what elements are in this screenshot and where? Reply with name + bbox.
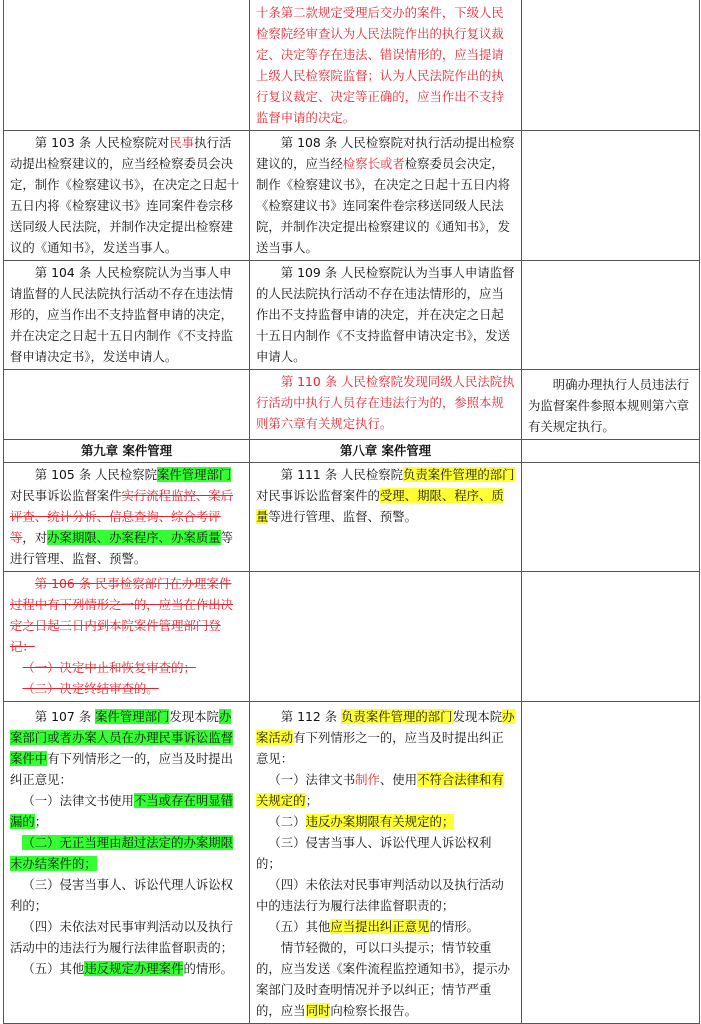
new-rule-cell — [250, 702, 522, 1024]
old-rule-cell — [4, 131, 250, 261]
list-item: （四）未依法对民事审判活动以及执行活动中的违法行为履行法律监督职责的； — [10, 919, 234, 955]
highlighted-text: （二）无正当理由超过法定的办案期限未办结案件的； — [10, 835, 234, 871]
added-text: 制作 — [355, 772, 380, 787]
new-rule-cell — [250, 572, 522, 702]
list-item: （一）法律文书使用不当或存在明显错漏的； — [10, 793, 234, 829]
article-106-deleted: 第 106 条 民事检察部门在办理案件过程中有下列情形之一的，应当在作出决定之日起三日内到本院案件管理部门登记： — [10, 576, 234, 654]
highlighted-text: 违反办案期限有关规定的； — [305, 814, 455, 829]
table-row — [4, 0, 700, 131]
article-104: 第 104 条 人民检察院认为当事人申请监督的人民法院执行活动不存在违法情形的，应当作出不支持监督申请的决定，并在决定之日起十五日内制作《不支持监督申请决定书》，发送申请人。 — [10, 265, 234, 364]
old-rule-cell — [4, 0, 250, 131]
highlighted-text: 案件管理部门 — [157, 467, 232, 482]
highlighted-text: 负责案件管理的部门 — [403, 467, 515, 482]
list-item: （二）决定终结审查的。 — [22, 681, 159, 696]
table-row — [4, 572, 700, 702]
list-item: （五）其他违反规定办理案件的情形。 — [22, 961, 234, 976]
highlighted-text: 案件管理部门 — [95, 709, 170, 724]
highlighted-text: 办案活动 — [256, 709, 515, 745]
article-110: 第 110 条 人民检察院发现同级人民法院执行活动中执行人员存在违法行为的，参照本规则第六章有关规定执行。 — [256, 374, 515, 431]
table-row — [4, 702, 700, 1024]
table-row — [4, 370, 700, 440]
article-112: 第 112 条 负责案件管理的部门发现本院办案活动有下列情形之一的，应当及时提出纠正意见： — [256, 709, 515, 766]
paragraph: 情节轻微的，可以口头提示；情节较重的，应当发送《案件流程监控通知书》，提示办案部门及时查明情况并予以纠正；情节严重的，应当同时向检察长报告。 — [256, 940, 511, 1018]
list-item: （四）未依法对民事审判活动以及执行活动中的违法行为履行法律监督职责的； — [256, 877, 504, 913]
old-rule-cell — [4, 463, 250, 572]
list-item: （五）其他应当提出纠正意见的情形。 — [268, 919, 480, 934]
note-cell — [522, 370, 700, 440]
chapter-row — [4, 440, 700, 463]
article-107: 第 107 条 案件管理部门发现本院办案部门或者办案人员在办理民事诉讼监督案件中有下列情形之一的，应当及时提出纠正意见： — [10, 709, 234, 787]
table-row — [4, 463, 700, 572]
article-103: 第 103 条 人民检察院对民事执行活动提出检察建议的，应当经检察委员会决定，制作《检察建议书》，在决定之日起十五日内将《检察建议书》连同案件卷宗移送同级人民法院，并制作决定提出检察建议的《通知书》，发送当事人。 — [10, 135, 240, 255]
note-cell — [522, 463, 700, 572]
chapter-heading-old: 第九章 案件管理 — [4, 440, 250, 463]
note-cell — [522, 702, 700, 1024]
new-rule-cell — [250, 131, 522, 261]
new-rule-cell — [250, 0, 522, 131]
old-rule-cell — [4, 702, 250, 1024]
article-105: 第 105 条 人民检察院案件管理部门对民事诉讼监督案件实行流程监控、案后评查、统计分析、信息查询、综合考评等，对办案期限、办案程序、办案质量等进行管理、监督、预警。 — [10, 467, 234, 566]
added-text: 检察长或者 — [342, 156, 405, 171]
list-item: （三）侵害当事人、诉讼代理人诉讼权利的； — [256, 835, 492, 871]
article-109: 第 109 条 人民检察院认为当事人申请监督的人民法院执行活动不存在违法情形的，应当作出不支持监督申请的决定，并在决定之日起十五日内制作《不支持监督申请决定书》，发送申请人。 — [256, 265, 515, 364]
new-rule-cell — [250, 463, 522, 572]
highlighted-text: 负责案件管理的部门 — [341, 709, 453, 724]
highlighted-text: 受理、期限、程序、质量 — [256, 488, 504, 524]
old-rule-cell — [4, 261, 250, 370]
note-cell — [522, 572, 700, 702]
highlighted-text: 办案部门或者办案人员在办理民事诉讼监督案件中 — [10, 709, 234, 766]
list-item — [10, 832, 243, 874]
note-cell — [522, 131, 700, 261]
list-item: （三）侵害当事人、诉讼代理人诉讼权利的； — [10, 877, 234, 913]
highlighted-text: 应当提出纠正意见 — [330, 919, 430, 934]
added-text: 民事 — [169, 135, 195, 150]
list-item: （二）违反办案期限有关规定的； — [268, 814, 455, 829]
old-rule-cell — [4, 572, 250, 702]
highlighted-text: 同时 — [305, 1003, 331, 1018]
new-rule-cell — [250, 261, 522, 370]
highlighted-text: 不当或存在明显错漏的 — [10, 793, 234, 829]
highlighted-text: 办案期限、办案程序、办案质量 — [47, 530, 221, 545]
deleted-text: 实行流程监控、案后评查、统计分析、信息查询、综合考评等 — [10, 488, 234, 545]
article-text: 十条第二款规定受理后交办的案件，下级人民检察院经审查认为人民法院作出的执行复议裁定、决定等存在违法、错误情形的，应当提请上级人民检察院监督；认为人民法院作出的执行复议裁定、决定等正确的，应当作出不支持监督申请的决定。 — [256, 5, 504, 125]
list-item: （一）法律文书制作、使用不符合法律和有关规定的； — [256, 772, 504, 808]
highlighted-text: 违反规定办理案件 — [84, 961, 184, 976]
list-item: （一）决定中止和恢复审查的； — [22, 660, 196, 675]
note-text: 明确办理执行人员违法行为监督案件参照本规则第六章有关规定执行。 — [528, 377, 690, 434]
note-cell — [522, 440, 700, 463]
table-row — [4, 261, 700, 370]
table-row — [4, 131, 700, 261]
comparison-table — [3, 0, 700, 1024]
article-108: 第 108 条 人民检察院对执行活动提出检察建议的，应当经检察长或者检察委员会决定，制作《检察建议书》，在决定之日起十五日内将《检察建议书》连同案件卷宗移送同级人民法院，并制作决定提出检察建议的《通知书》，发送当事人。 — [256, 135, 515, 255]
article-111: 第 111 条 人民检察院负责案件管理的部门对民事诉讼监督案件的受理、期限、程序、质量等进行管理、监督、预警。 — [256, 467, 515, 524]
note-cell — [522, 0, 700, 131]
note-cell — [522, 261, 700, 370]
new-rule-cell — [250, 370, 522, 440]
highlighted-text: 不符合法律和有关规定的 — [256, 772, 504, 808]
chapter-heading-new: 第八章 案件管理 — [250, 440, 522, 463]
old-rule-cell — [4, 370, 250, 440]
